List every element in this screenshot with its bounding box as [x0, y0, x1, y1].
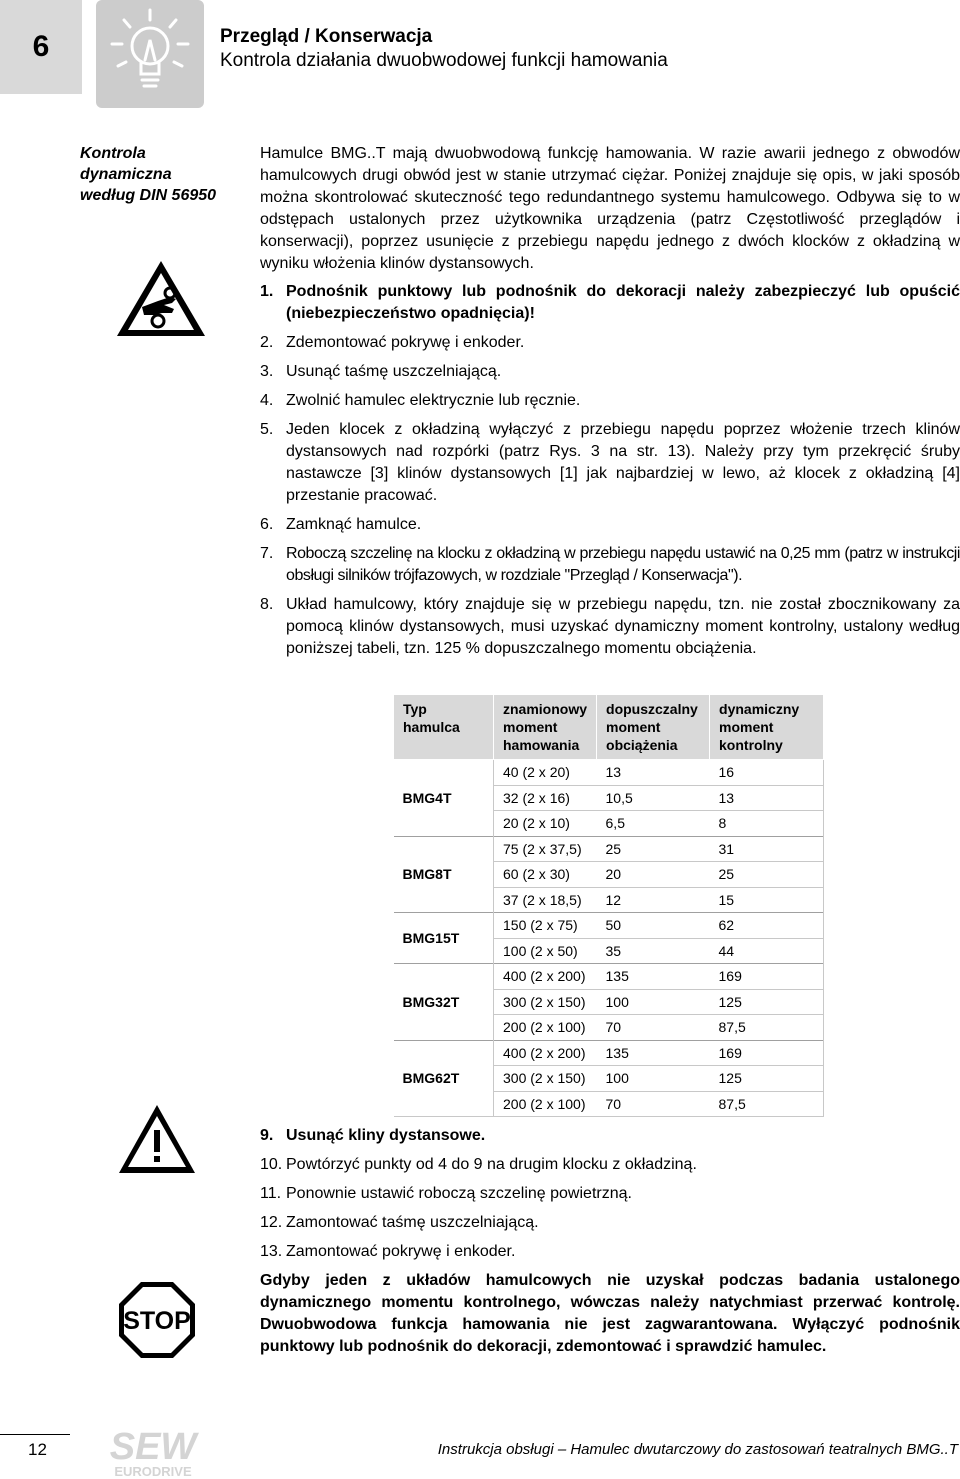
table-cell: 25 — [597, 836, 710, 862]
table-cell: 200 (2 x 100) — [494, 1015, 597, 1041]
side-heading-line: według DIN 56950 — [80, 187, 217, 204]
list-item — [260, 419, 960, 507]
list-item — [260, 1183, 960, 1205]
list-item — [260, 514, 960, 536]
step-number: 8. — [260, 596, 274, 613]
document-title: Instrukcja obsługi – Hamulec dwutarczowy do zastosowań teatralnych BMG..T — [437, 1441, 958, 1458]
step-text: Zwolnić hamulec elektrycznie lub ręcznie. — [286, 392, 581, 409]
table-cell: 13 — [710, 785, 824, 811]
table-cell: 10,5 — [597, 785, 710, 811]
step-number: 5. — [260, 421, 274, 438]
table-cell: 169 — [710, 964, 824, 990]
table-header: dynamiczny moment kontrolny — [710, 695, 824, 760]
table-cell: 20 (2 x 10) — [494, 811, 597, 837]
step-number: 1. — [260, 283, 274, 300]
table-cell: 37 (2 x 18,5) — [494, 887, 597, 913]
step-text: Układ hamulcowy, który znajduje się w przebiegu napędu, tzn. nie został zbocznikowany za pomocą klinów dystansowych, musi uzyskać dynamiczny moment kontrolny, ustalony według poniższej tabeli, tzn. 125 % dopuszczalnego momentu obciążenia. — [286, 596, 960, 657]
step-text: Zamontować pokrywę i enkoder. — [286, 1243, 516, 1260]
table-cell: 44 — [710, 938, 824, 964]
stop-label: STOP — [123, 1307, 191, 1335]
table-cell: 169 — [710, 1040, 824, 1066]
hand-crush-warning-icon — [114, 257, 208, 339]
list-item — [260, 1125, 960, 1147]
brake-type: BMG8T — [394, 836, 494, 913]
table-row — [394, 913, 824, 939]
step-text: Podnośnik punktowy lub podnośnik do dekoracji należy zabezpieczyć lub opuścić (niebezpieczeństwo opadnięcia)! — [286, 283, 960, 322]
table-row — [394, 836, 824, 862]
table-cell: 87,5 — [710, 1091, 824, 1117]
side-heading-line: Kontrola — [80, 145, 146, 162]
list-item — [260, 1241, 960, 1263]
table-row — [394, 964, 824, 990]
brake-type: BMG4T — [394, 760, 494, 837]
page-title: Przegląd / Konserwacja — [220, 26, 433, 47]
table-cell: 16 — [710, 760, 824, 786]
table-cell: 40 (2 x 20) — [494, 760, 597, 786]
sew-eurodrive-logo — [98, 1425, 208, 1479]
table-cell: 400 (2 x 200) — [494, 1040, 597, 1066]
lightbulb-icon — [96, 0, 204, 108]
table-cell: 150 (2 x 75) — [494, 913, 597, 939]
list-item — [260, 1212, 960, 1234]
side-heading-line: dynamiczna — [80, 166, 172, 183]
step-text: Zamknąć hamulce. — [286, 516, 422, 533]
list-item — [260, 390, 960, 412]
table-cell: 125 — [710, 1066, 824, 1092]
table-cell: 100 (2 x 50) — [494, 938, 597, 964]
step-number: 3. — [260, 363, 274, 380]
table-cell: 135 — [597, 964, 710, 990]
table-cell: 125 — [710, 989, 824, 1015]
table-cell: 32 (2 x 16) — [494, 785, 597, 811]
logo-text-top: SEW — [109, 1426, 197, 1468]
brake-torque-table — [393, 694, 824, 1117]
table-cell: 60 (2 x 30) — [494, 862, 597, 888]
step-text: Usunąć taśmę uszczelniającą. — [286, 363, 502, 380]
table-cell: 300 (2 x 150) — [494, 1066, 597, 1092]
step-text: Usunąć kliny dystansowe. — [286, 1127, 486, 1144]
stop-warning-text: Gdyby jeden z układów hamulcowych nie uzyskał podczas badania ustalonego dynamicznego momentu kontrolnego, wówczas należy natychmiast przerwać kontrolę. Dwuobwodowa funkcja hamowania nie jest zagwarantowana. Wyłączyć podnośnik punktowy lub podnośnik do dekoracji, zdemontować i sprawdzić hamulec. — [260, 1272, 960, 1355]
step-text: Jeden klocek z okładziną wyłączyć z przebiegu napędu poprzez włożenie trzech klinów dystansowych nad rozpórki (patrz Rys. 3 na str. 13). Należy przy tym przekręcić śruby nastawcze [3] klinów dystansowych [1] jak najbardziej w lewo, aż klocek z okładziną [4] przestanie pracować. — [286, 421, 960, 504]
step-number: 10. — [260, 1156, 283, 1173]
list-item — [260, 281, 960, 325]
brake-type: BMG32T — [394, 964, 494, 1041]
steps-list — [260, 281, 960, 667]
table-cell: 300 (2 x 150) — [494, 989, 597, 1015]
list-item — [260, 1154, 960, 1176]
table-header: dopuszczalny moment obciążenia — [597, 695, 710, 760]
table-cell: 135 — [597, 1040, 710, 1066]
step-number: 11. — [260, 1185, 282, 1202]
step-number: 12. — [260, 1214, 283, 1231]
intro-paragraph: Hamulce BMG..T mają dwuobwodową funkcję hamowania. W razie awarii jednego z obwodów hamulcowych drugi obwód jest w stanie utrzymać ciężar. Poniżej znajduje się opis, w jaki sposób można skontrolować skuteczność tego redundantnego systemu hamulcowego. Odbywa się to w odstępach ustalonych przez użytkownika urządzenia (patrz Częstotliwość przeglądów i konserwacji), poprzez usunięcie z przebiegu napędu jednego z dwóch klocków z okładziną w wyniku włożenia klinów dystansowych. — [260, 145, 960, 272]
table-cell: 200 (2 x 100) — [494, 1091, 597, 1117]
table-cell: 70 — [597, 1015, 710, 1041]
step-number: 13. — [260, 1243, 283, 1260]
step-number: 7. — [260, 545, 274, 562]
step-number: 9. — [260, 1127, 274, 1144]
table-cell: 100 — [597, 989, 710, 1015]
table-cell: 25 — [710, 862, 824, 888]
table-cell: 75 (2 x 37,5) — [494, 836, 597, 862]
table-row — [394, 1040, 824, 1066]
table-header: znamionowy moment hamowania — [494, 695, 597, 760]
exclamation-warning-icon — [116, 1102, 198, 1176]
table-cell: 13 — [597, 760, 710, 786]
table-cell: 6,5 — [597, 811, 710, 837]
footer-divider — [0, 1434, 70, 1435]
table-row — [394, 760, 824, 786]
brake-type: BMG62T — [394, 1040, 494, 1117]
logo-text-bottom: EURODRIVE — [114, 1464, 192, 1479]
list-item — [260, 332, 960, 354]
table-header-row — [394, 695, 824, 760]
brake-type: BMG15T — [394, 913, 494, 964]
table-cell: 35 — [597, 938, 710, 964]
step-text: Powtórzyć punkty od 4 do 9 na drugim klocku z okładziną. — [286, 1156, 697, 1173]
table-cell: 70 — [597, 1091, 710, 1117]
table-cell: 15 — [710, 887, 824, 913]
page-number: 12 — [28, 1440, 47, 1459]
table-cell: 100 — [597, 1066, 710, 1092]
table-cell: 400 (2 x 200) — [494, 964, 597, 990]
table-cell: 50 — [597, 913, 710, 939]
steps-list-continued — [260, 1125, 960, 1270]
step-text: Ponownie ustawić roboczą szczelinę powietrzną. — [286, 1185, 632, 1202]
step-number: 6. — [260, 516, 274, 533]
chapter-number: 6 — [0, 0, 82, 94]
table-cell: 12 — [597, 887, 710, 913]
table-cell: 62 — [710, 913, 824, 939]
list-item — [260, 594, 960, 660]
step-text: Zdemontować pokrywę i enkoder. — [286, 334, 525, 351]
page-subtitle: Kontrola działania dwuobwodowej funkcji hamowania — [220, 50, 668, 71]
table-cell: 20 — [597, 862, 710, 888]
table-cell: 87,5 — [710, 1015, 824, 1041]
table-header: Typ hamulca — [394, 695, 494, 760]
table-cell: 31 — [710, 836, 824, 862]
list-item — [260, 543, 960, 587]
side-heading — [80, 143, 250, 206]
step-text: Zamontować taśmę uszczelniającą. — [286, 1214, 539, 1231]
list-item — [260, 361, 960, 383]
step-number: 4. — [260, 392, 274, 409]
step-number: 2. — [260, 334, 274, 351]
stop-sign-icon — [117, 1280, 197, 1360]
step-text: Roboczą szczelinę na klocku z okładziną w przebiegu napędu ustawić na 0,25 mm (patrz w instrukcji obsługi silników trójfazowych, w rozdziale "Przegląd / Konserwacja"). — [286, 545, 960, 584]
table-cell: 8 — [710, 811, 824, 837]
